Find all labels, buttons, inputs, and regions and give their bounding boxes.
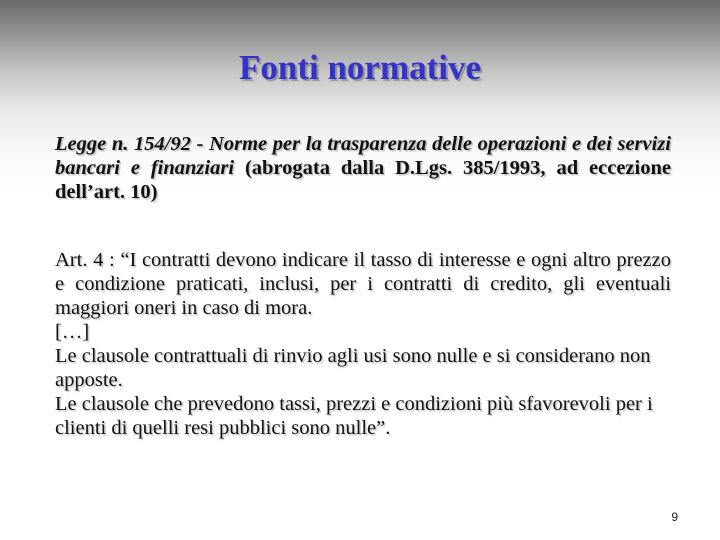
article-quote-block [55, 248, 671, 440]
law-abrogation-note: (abrogata dalla D.Lgs. 385/1993, ad eccezione dell’art. 10) [55, 157, 671, 203]
slide-title: Fonti normative [238, 48, 482, 87]
ellipsis-marker: […] [55, 321, 90, 343]
article-4-text [55, 248, 671, 320]
quote-part-2: Le clausole contrattuali di rinvio agli usi sono nulle e si considerano non apposte. [55, 345, 651, 391]
quote-part-3: Le clausole che prevedono tassi, prezzi e condizioni più sfavorevoli per i clienti di quelli resi pubblici sono nulle”. [55, 393, 653, 439]
law-title: Legge n. 154/92 - Norme per la trasparenza delle operazioni e dei servizi bancari e finanziari [55, 133, 671, 179]
article-label: Art. 4 : [55, 249, 115, 271]
quote-part-1: “I contratti devono indicare il tasso di interesse e ogni altro prezzo e condizione praticati, inclusi, per i contratti di credito, gli eventuali maggiori oneri in caso di mora. [55, 249, 671, 319]
law-reference-paragraph [55, 132, 671, 204]
page-number: 9 [671, 510, 678, 524]
